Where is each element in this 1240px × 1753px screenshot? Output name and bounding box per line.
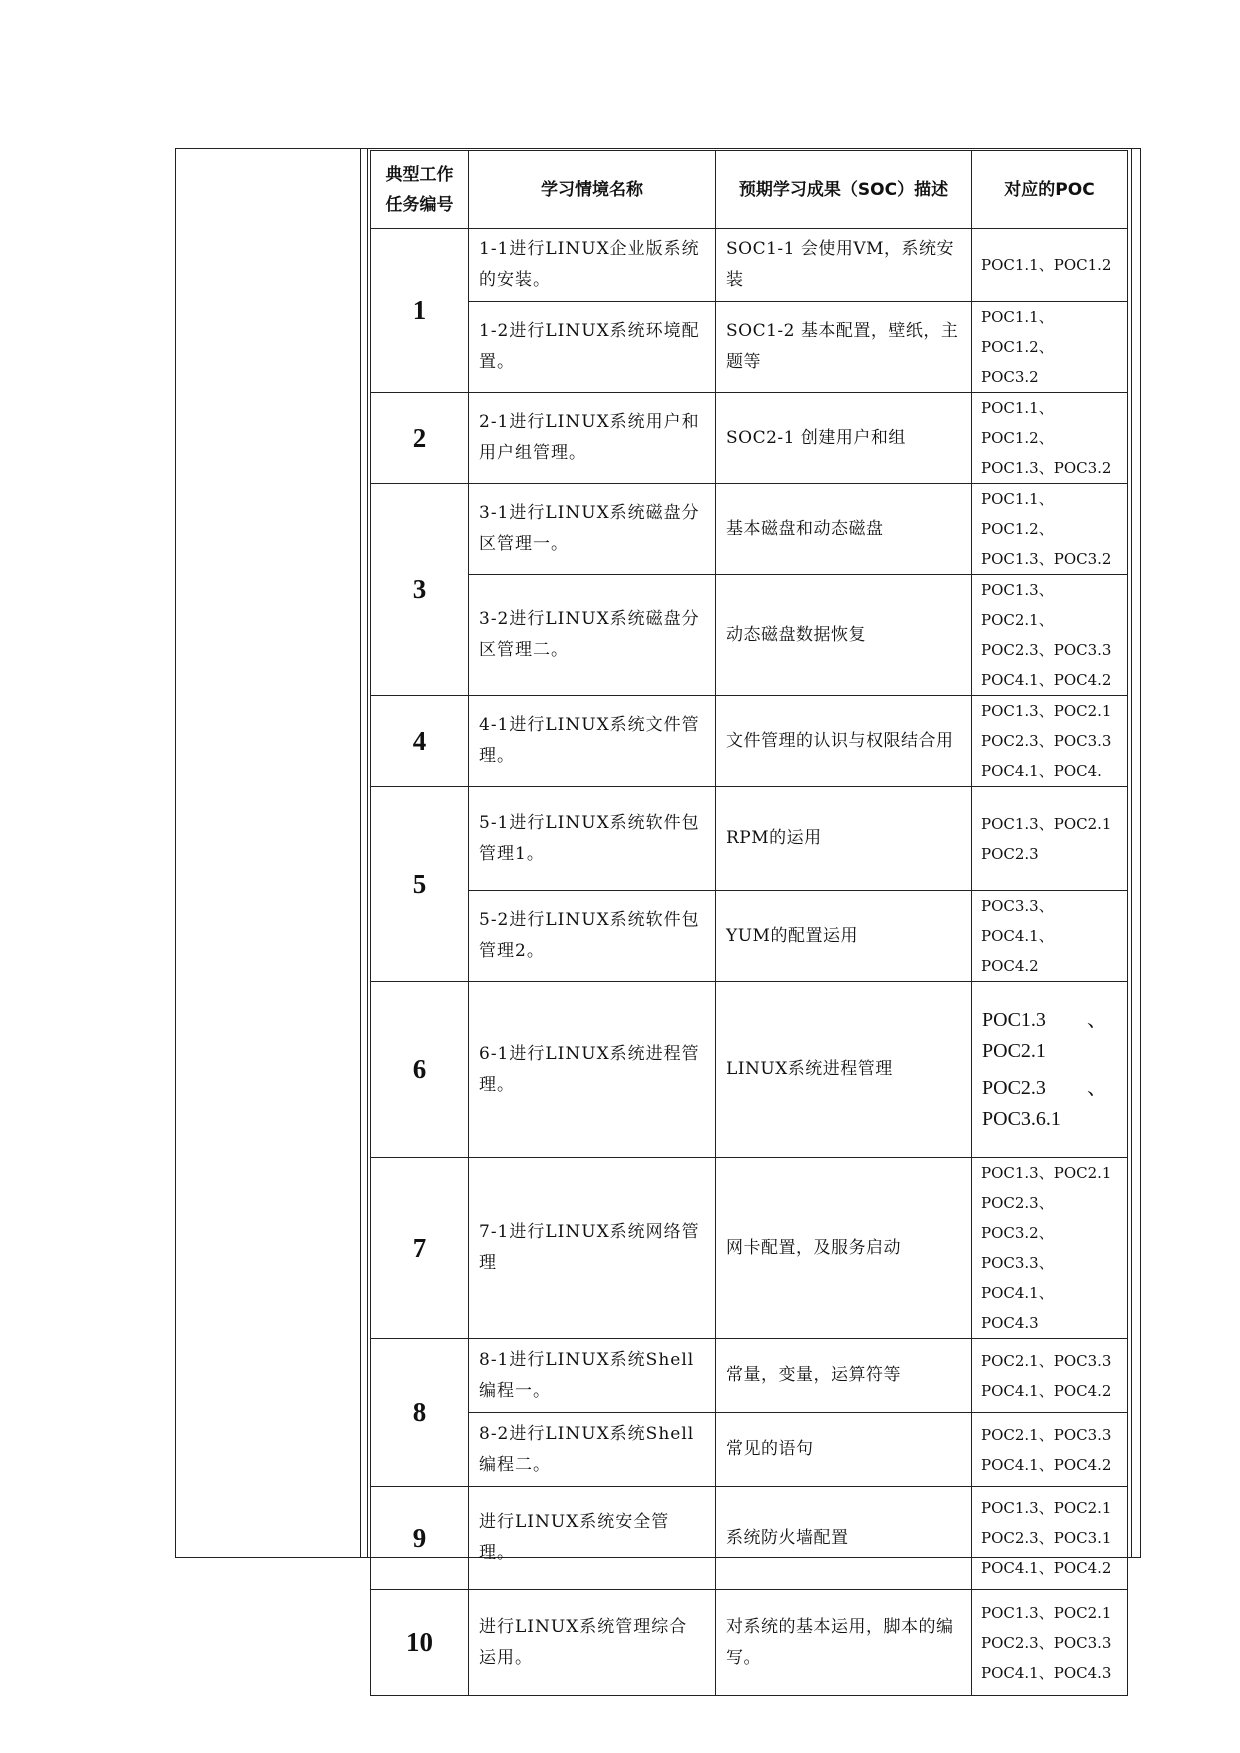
soc-description-cell: 对系统的基本运用，脚本的编写。 [716, 1590, 972, 1696]
scene-name-cell: 5-2进行LINUX系统软件包管理2。 [469, 891, 716, 982]
table-row [371, 787, 1128, 891]
table-row [371, 982, 1128, 1158]
poc-line: POC1.3、POC2.1 [981, 1499, 1112, 1517]
soc-description-cell: SOC2-1 创建用户和组 [716, 393, 972, 484]
scene-name-cell: 3-1进行LINUX系统磁盘分区管理一。 [469, 484, 716, 575]
soc-description-cell: 常量，变量，运算符等 [716, 1339, 972, 1413]
poc-cell [972, 982, 1128, 1158]
poc-line: POC1.3、POC3.2 [981, 459, 1112, 477]
poc-line: POC4.1、POC4.2 [981, 671, 1112, 689]
poc-line: POC1.3、POC2.1、 [981, 581, 1054, 629]
table-row [371, 891, 1128, 982]
learning-outcome-table [370, 150, 1128, 1696]
poc-cell [972, 1339, 1128, 1413]
poc-line: POC2.3、POC3.2、 [981, 1194, 1054, 1242]
scene-name-cell: 3-2进行LINUX系统磁盘分区管理二。 [469, 575, 716, 696]
soc-description-cell: YUM的配置运用 [716, 891, 972, 982]
poc-line: POC4.1、POC4.2 [981, 1455, 1112, 1474]
scene-name-cell: 6-1进行LINUX系统进程管理。 [469, 982, 716, 1158]
header-poc: 对应的POC [972, 151, 1128, 229]
poc-code: POC2.3 [982, 1076, 1046, 1099]
soc-description-cell: 基本磁盘和动态磁盘 [716, 484, 972, 575]
soc-description-cell: 文件管理的认识与权限结合用 [716, 696, 972, 787]
scene-name-cell: 进行LINUX系统安全管理。 [469, 1487, 716, 1590]
poc-line: POC4.3 [981, 1314, 1039, 1332]
poc-line: POC4.1、POC4.2 [981, 1559, 1112, 1577]
task-number-cell: 4 [371, 696, 469, 787]
soc-description-cell: 动态磁盘数据恢复 [716, 575, 972, 696]
soc-description-cell: LINUX系统进程管理 [716, 982, 972, 1158]
poc-line: POC3.3、POC4.1、 [981, 897, 1054, 945]
table-row [371, 1413, 1128, 1487]
poc-cell [972, 1590, 1128, 1696]
scene-name-cell: 7-1进行LINUX系统网络管理 [469, 1158, 716, 1339]
poc-line: POC2.3、POC3.3 [981, 732, 1112, 750]
scene-name-cell: 1-2进行LINUX系统环境配置。 [469, 302, 716, 393]
poc-cell [972, 891, 1128, 982]
table-row [371, 393, 1128, 484]
poc-line: POC4.1、POC4.2 [981, 1381, 1112, 1400]
soc-description-cell: 网卡配置，及服务启动 [716, 1158, 972, 1339]
poc-cell [972, 696, 1128, 787]
task-number-cell: 9 [371, 1487, 469, 1590]
right-divider-line [1131, 148, 1132, 1558]
poc-cell [972, 1158, 1128, 1339]
empty-left-column [175, 148, 361, 1558]
scene-name-cell: 5-1进行LINUX系统软件包管理1。 [469, 787, 716, 891]
poc-separator: 、 [1087, 1076, 1107, 1099]
scene-name-cell: 4-1进行LINUX系统文件管理。 [469, 696, 716, 787]
soc-description-cell: SOC1-2 基本配置，壁纸，主题等 [716, 302, 972, 393]
poc-line: POC1.1、POC1.2 [981, 256, 1112, 274]
soc-description-cell: SOC1-1 会使用VM，系统安装 [716, 229, 972, 302]
poc-cell [972, 575, 1128, 696]
soc-description-cell: 系统防火墙配置 [716, 1487, 972, 1590]
scene-name-cell: 1-1进行LINUX企业版系统的安装。 [469, 229, 716, 302]
poc-line: POC2.3 [981, 844, 1039, 863]
poc-line: POC2.1、POC3.3 [981, 1351, 1112, 1370]
poc-line [982, 1005, 1117, 1036]
table-row [371, 1487, 1128, 1590]
soc-description-cell: 常见的语句 [716, 1413, 972, 1487]
task-number-cell: 7 [371, 1158, 469, 1339]
poc-line: POC1.1、POC1.2、 [981, 399, 1054, 447]
header-soc-description: 预期学习成果（SOC）描述 [716, 151, 972, 229]
table-row [371, 575, 1128, 696]
poc-line: POC1.3、POC3.2 [981, 550, 1112, 568]
table-row [371, 1158, 1128, 1339]
soc-description-cell: RPM的运用 [716, 787, 972, 891]
scene-name-cell: 8-1进行LINUX系统Shell编程一。 [469, 1339, 716, 1413]
scene-name-cell: 2-1进行LINUX系统用户和用户组管理。 [469, 393, 716, 484]
poc-line: POC1.1、POC1.2、 [981, 308, 1054, 356]
poc-line: POC4.1、POC4. [981, 762, 1102, 780]
poc-line: POC3.6.1 [982, 1107, 1061, 1130]
poc-line: POC2.1 [982, 1039, 1046, 1062]
poc-cell [972, 393, 1128, 484]
poc-line: POC1.1、POC1.2、 [981, 490, 1054, 538]
header-task-number: 典型工作任务编号 [371, 151, 469, 229]
poc-separator: 、 [1087, 1008, 1107, 1031]
task-number-cell: 5 [371, 787, 469, 982]
task-number-cell: 10 [371, 1590, 469, 1696]
poc-line: POC1.3、POC2.1 [981, 814, 1112, 833]
table-body [371, 229, 1128, 1696]
poc-line: POC1.3、POC2.1 [981, 702, 1112, 720]
poc-line: POC2.1、POC3.3 [981, 1425, 1112, 1444]
poc-line: POC3.3、POC4.1、 [981, 1254, 1054, 1302]
scene-name-cell: 进行LINUX系统管理综合运用。 [469, 1590, 716, 1696]
poc-line: POC2.3、POC3.3 [981, 641, 1112, 659]
poc-cell [972, 484, 1128, 575]
table-row [371, 484, 1128, 575]
task-number-cell: 1 [371, 229, 469, 393]
header-scene-name: 学习情境名称 [469, 151, 716, 229]
poc-cell [972, 1487, 1128, 1590]
poc-line: POC2.3、POC3.1 [981, 1529, 1112, 1547]
poc-cell [972, 302, 1128, 393]
poc-line: POC4.1、POC4.3 [981, 1663, 1112, 1682]
table-row [371, 229, 1128, 302]
task-number-cell: 3 [371, 484, 469, 696]
task-number-cell: 8 [371, 1339, 469, 1487]
poc-cell [972, 229, 1128, 302]
task-number-cell: 6 [371, 982, 469, 1158]
table-header-row [371, 151, 1128, 229]
poc-line [982, 1073, 1117, 1104]
scene-name-cell: 8-2进行LINUX系统Shell编程二。 [469, 1413, 716, 1487]
poc-code: POC1.3 [982, 1008, 1046, 1031]
poc-line: POC3.2 [981, 368, 1039, 386]
table-row [371, 1590, 1128, 1696]
table-row [371, 302, 1128, 393]
poc-cell [972, 787, 1128, 891]
poc-line: POC1.3、POC2.1 [981, 1164, 1112, 1182]
task-number-cell: 2 [371, 393, 469, 484]
poc-line: POC2.3、POC3.3 [981, 1633, 1112, 1652]
inner-divider-line [367, 148, 368, 1558]
poc-cell [972, 1413, 1128, 1487]
table-row [371, 1339, 1128, 1413]
table-row [371, 696, 1128, 787]
poc-line: POC1.3、POC2.1 [981, 1603, 1112, 1622]
poc-line: POC4.2 [981, 957, 1039, 975]
